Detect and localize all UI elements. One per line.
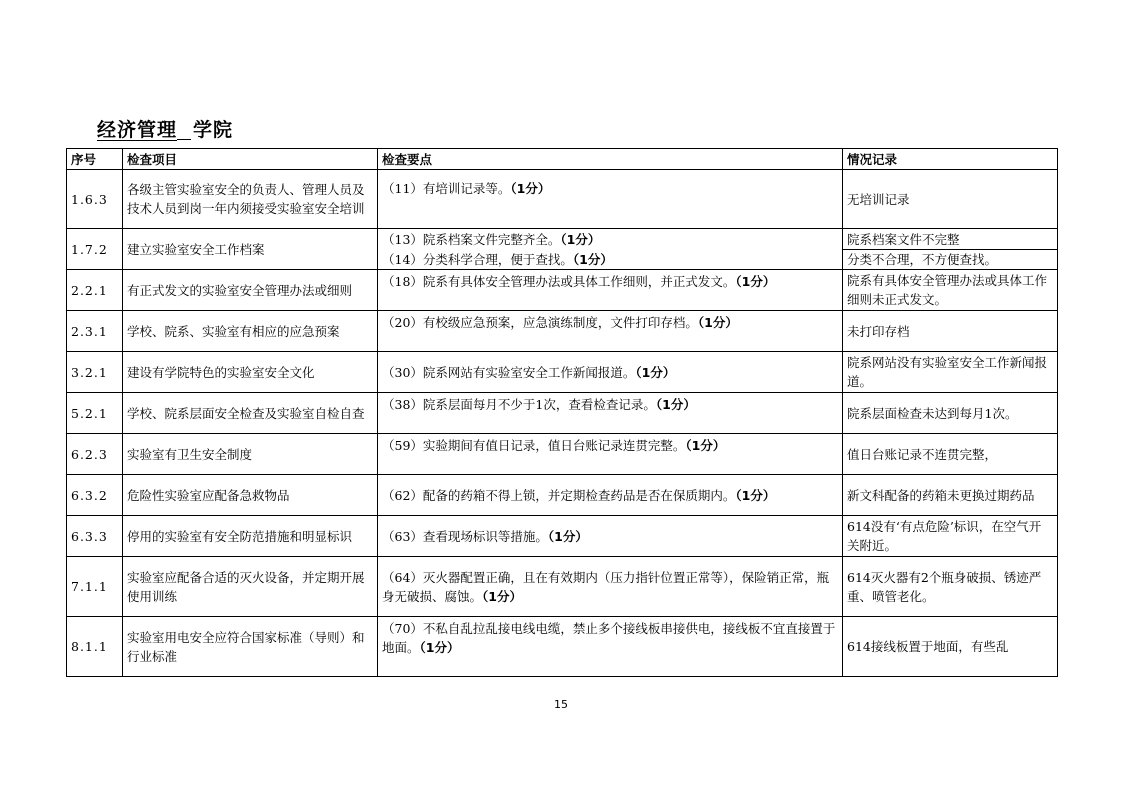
table-row [67, 170, 1058, 229]
row-item: 有正式发文的实验室安全管理办法或细则 [123, 270, 378, 311]
table-row [67, 557, 1058, 617]
row-point: （70）不私自乱拉乱接电线电缆，禁止多个接线板串接供电，接线板不宜直接置于地面。（1分） [378, 617, 843, 677]
row-no: 7.1.1 [67, 557, 123, 617]
row-item: 各级主管实验室安全的负责人、管理人员及技术人员到岗一年内须接受实验室安全培训 [123, 170, 378, 229]
table-row [67, 352, 1058, 393]
title-college-suffix: 学院 [193, 119, 234, 141]
page-number: 15 [554, 698, 568, 711]
title-blank-underline [177, 121, 191, 140]
row-record: 值日台账记录不连贯完整， [843, 434, 1058, 475]
document-title [97, 115, 233, 142]
row-point: （59）实验期间有值日记录，值日台账记录连贯完整。（1分） [378, 434, 843, 475]
row-record: 院系网站没有实验室安全工作新闻报道。 [843, 352, 1058, 393]
row-no: 1.7.2 [67, 229, 123, 270]
header-record: 情况记录 [843, 149, 1058, 170]
row-point: （11）有培训记录等。（1分） [378, 170, 843, 229]
row-point: （18）院系有具体安全管理办法或具体工作细则，并正式发文。（1分） [378, 270, 843, 311]
table-row [67, 270, 1058, 311]
row-record-2: 分类不合理，不方便查找。 [843, 250, 1058, 270]
row-no: 6.3.2 [67, 475, 123, 516]
row-record: 614灭火器有2个瓶身破损、锈迹严重、喷管老化。 [843, 557, 1058, 617]
header-no: 序号 [67, 149, 123, 170]
row-item: 建设有学院特色的实验室安全文化 [123, 352, 378, 393]
row-item: 实验室用电安全应符合国家标准（导则）和行业标准 [123, 617, 378, 677]
row-record: 无培训记录 [843, 170, 1058, 229]
table-row [67, 434, 1058, 475]
row-point: （64）灭火器配置正确，且在有效期内（压力指针位置正常等），保险销正常，瓶身无破损、腐蚀。（1分） [378, 557, 843, 617]
table-header-row [67, 149, 1058, 170]
row-no: 8.1.1 [67, 617, 123, 677]
row-no: 5.2.1 [67, 393, 123, 434]
header-item: 检查项目 [123, 149, 378, 170]
header-point: 检查要点 [378, 149, 843, 170]
row-point: （62）配备的药箱不得上锁，并定期检查药品是否在保质期内。（1分） [378, 475, 843, 516]
row-item: 实验室应配备合适的灭火设备，并定期开展使用训练 [123, 557, 378, 617]
row-no: 6.3.3 [67, 516, 123, 557]
row-point: （20）有校级应急预案，应急演练制度，文件打印存档。（1分） [378, 311, 843, 352]
table-row [67, 393, 1058, 434]
row-record: 院系层面检查未达到每月1次。 [843, 393, 1058, 434]
row-record: 新文科配备的药箱未更换过期药品 [843, 475, 1058, 516]
row-item: 实验室有卫生安全制度 [123, 434, 378, 475]
row-item: 建立实验室安全工作档案 [123, 229, 378, 270]
row-no: 3.2.1 [67, 352, 123, 393]
row-point: （38）院系层面每月不少于1次，查看检查记录。（1分） [378, 393, 843, 434]
table-row [67, 229, 1058, 250]
row-record: 未打印存档 [843, 311, 1058, 352]
title-college-name: 经济管理 [97, 119, 178, 141]
row-no: 6.2.3 [67, 434, 123, 475]
row-point: （13）院系档案文件完整齐全。（1分） [378, 229, 843, 250]
row-item: 停用的实验室有安全防范措施和明显标识 [123, 516, 378, 557]
row-record: 院系有具体安全管理办法或具体工作细则未正式发文。 [843, 270, 1058, 311]
row-record: 614接线板置于地面，有些乱 [843, 617, 1058, 677]
inspection-table [66, 148, 1058, 677]
row-no: 1.6.3 [67, 170, 123, 229]
row-point: （30）院系网站有实验室安全工作新闻报道。（1分） [378, 352, 843, 393]
table-row [67, 311, 1058, 352]
row-item: 学校、院系、实验室有相应的应急预案 [123, 311, 378, 352]
row-point: （63）查看现场标识等措施。（1分） [378, 516, 843, 557]
table-row [67, 617, 1058, 677]
row-record: 院系档案文件不完整 [843, 229, 1058, 250]
row-record: 614没有‘有点危险’标识，在空气开关附近。 [843, 516, 1058, 557]
row-no: 2.2.1 [67, 270, 123, 311]
table-row [67, 516, 1058, 557]
row-item: 学校、院系层面安全检查及实验室自检自查 [123, 393, 378, 434]
table-row [67, 475, 1058, 516]
row-point-2: （14）分类科学合理，便于查找。（1分） [378, 250, 843, 270]
row-item: 危险性实验室应配备急救物品 [123, 475, 378, 516]
row-no: 2.3.1 [67, 311, 123, 352]
